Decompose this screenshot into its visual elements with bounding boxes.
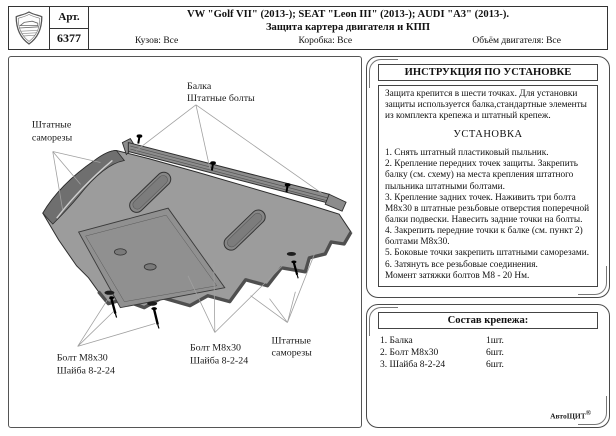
brand-wordmark: [550, 409, 591, 421]
hardware-item-name: 1. Балка: [380, 336, 413, 346]
hardware-item: [380, 348, 596, 360]
installation-content: [378, 85, 598, 287]
label-beam: Балка: [186, 80, 212, 92]
brand-logo: [9, 7, 50, 49]
hardware-item: [380, 360, 596, 372]
registered-mark: ®: [585, 408, 591, 417]
install-step: 6. Затянуть все резьбовые соединения.: [385, 259, 538, 270]
article-number: 6377: [57, 31, 81, 46]
title-cell: [89, 7, 607, 49]
label-right-screws-line1: Штатные: [271, 335, 311, 347]
specs-row: [95, 36, 601, 47]
hardware-card: [366, 304, 610, 428]
torque-note: Момент затяжки болтов М8 - 20 Нм.: [385, 270, 530, 281]
shield-with-car-icon: [13, 9, 45, 47]
hardware-item-qty: 6шт.: [486, 347, 504, 358]
product-title-line2: Защита картера двигателя и КПП: [265, 21, 431, 33]
diagram-panel: [8, 56, 362, 428]
hardware-item-qty: 6шт.: [486, 359, 504, 370]
label-beam-bolts: Штатные болты: [186, 92, 255, 104]
label-bolt-mid-line1: Болт М8х30: [189, 342, 242, 354]
install-step: 3. Крепление задних точек. Наживить три болта М8х30 в штатные резьбовые отверстия поперечной балки подвески. Навесить задние точки на болты.: [385, 192, 590, 225]
brand-name: АвтоЩИТ: [550, 411, 586, 420]
hardware-item-name: 3. Шайба 8-2-24: [380, 359, 446, 370]
label-left-screws-line2: саморезы: [31, 132, 73, 144]
installation-card: [366, 56, 610, 298]
hardware-list: [378, 334, 598, 374]
installation-subtitle: УСТАНОВКА: [453, 129, 523, 141]
installation-title: ИНСТРУКЦИЯ ПО УСТАНОВКЕ: [378, 64, 598, 81]
installation-intro: Защита крепится в шести точках. Для установки защиты используется балка,стандартные элементы из комплекта крепежа и штатный крепеж.: [385, 89, 587, 122]
install-step: 4. Закрепить передние точки к балке (см. пункт 2) болтами М8х30.: [385, 226, 583, 248]
skid-plate-diagram: [9, 57, 361, 427]
recess-hole: [114, 249, 126, 255]
spec-gearbox: Коробка: Все: [298, 36, 353, 46]
article-label: Арт.: [50, 7, 88, 29]
plate-shape: [43, 151, 351, 308]
label-bolt-mid-line2: Шайба 8-2-24: [189, 355, 249, 367]
product-title: [95, 9, 601, 34]
hardware-item-qty: 1шт.: [486, 336, 504, 346]
article-cell: [50, 7, 89, 49]
product-title-line1: VW "Golf VII" (2013-); SEAT "Leon III" (2013-); AUDI "A3" (2013-).: [186, 9, 509, 20]
hardware-title: Состав крепежа:: [378, 312, 598, 329]
label-left-screws-line1: Штатные: [31, 119, 72, 131]
label-bolt-left-line2: Шайба 8-2-24: [56, 365, 115, 377]
hardware-item-name: 2. Болт М8х30: [380, 347, 439, 358]
hardware-item: [380, 336, 596, 348]
spec-engine-volume: Объём двигателя: Все: [472, 36, 561, 46]
page-header: [8, 6, 608, 50]
label-right-screws-line2: саморезы: [271, 347, 312, 359]
install-step: 2. Крепление передних точек защиты. Закрепить балку (см. схему) на места крепления штатного пыльника штатными болтами.: [385, 159, 579, 192]
label-bolt-left-line1: Болт М8х30: [56, 352, 108, 364]
install-step: 5. Боковые точки закрепить штатными саморезами.: [385, 248, 590, 259]
install-step: 1. Снять штатный пластиковый пыльник.: [385, 148, 549, 159]
spec-body: Кузов: Все: [135, 36, 179, 46]
recess-hole: [144, 264, 156, 270]
